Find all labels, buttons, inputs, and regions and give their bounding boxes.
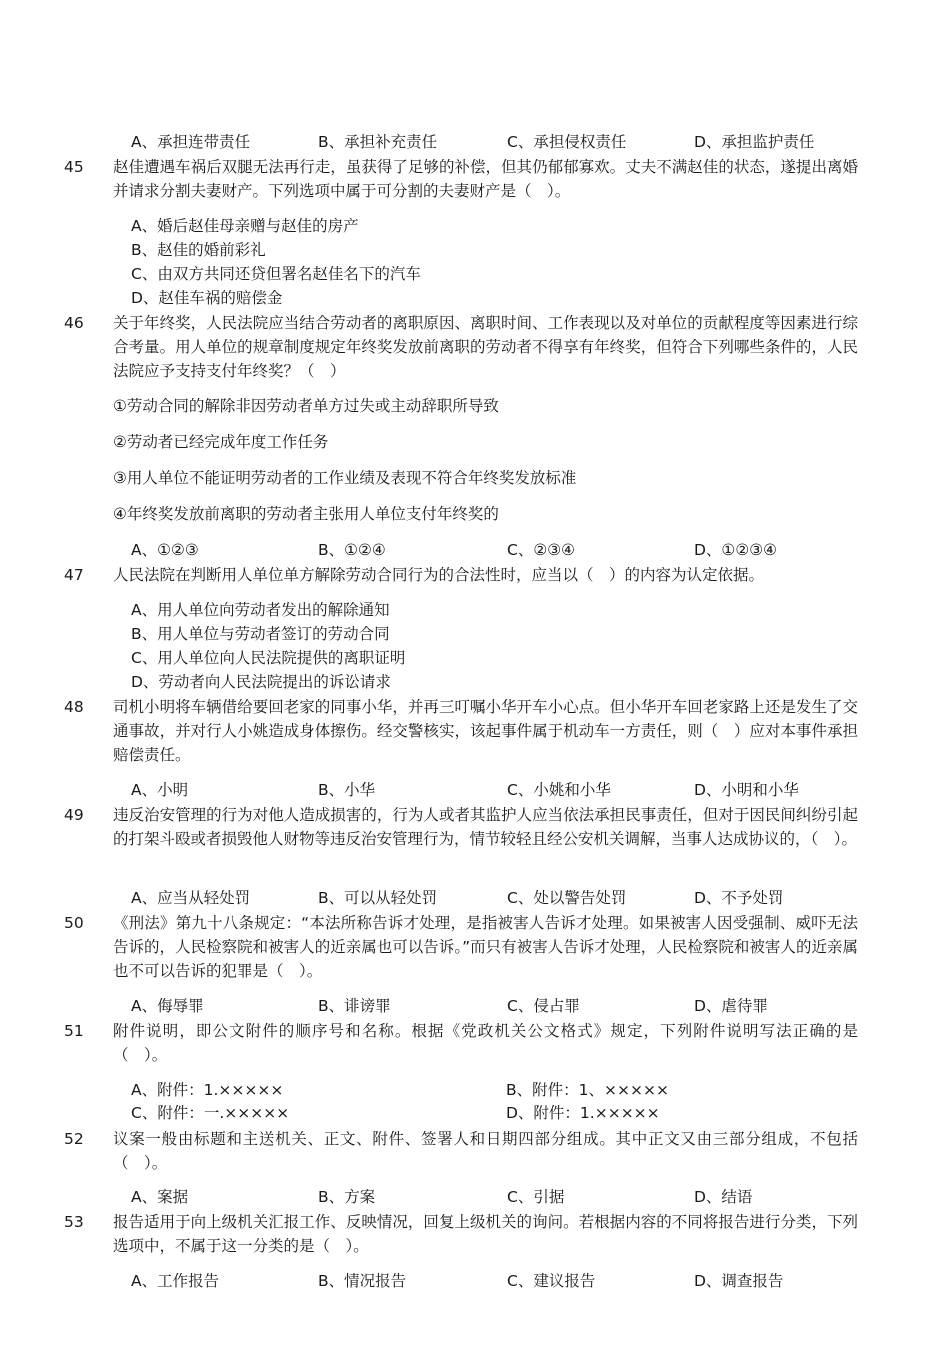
condition-item: ④年终奖发放前离职的劳动者主张用人单位支付年终奖的 xyxy=(113,505,499,523)
option-b: B、用人单位与劳动者签订的劳动合同 xyxy=(131,625,390,643)
condition-item: ③用人单位不能证明劳动者的工作业绩及表现不符合年终奖发放标准 xyxy=(113,469,577,487)
option-b: B、方案 xyxy=(318,1188,376,1206)
option-d: D、小明和小华 xyxy=(694,781,799,799)
option-d: D、承担监护责任 xyxy=(694,133,815,151)
option-b: B、情况报告 xyxy=(318,1272,407,1290)
question-text: 报告适用于向上级机关汇报工作、反映情况，回复上级机关的询问。若根据内容的不同将报告进行分类，下列选项中，不属于这一分类的是（ ）。 xyxy=(113,1213,858,1255)
option-a: A、婚后赵佳母亲赠与赵佳的房产 xyxy=(131,217,359,235)
option-a: A、用人单位向劳动者发出的解除通知 xyxy=(131,601,390,619)
option-d: D、附件：1.××××× xyxy=(506,1104,660,1122)
condition-item: ②劳动者已经完成年度工作任务 xyxy=(113,433,329,451)
option-b: B、承担补充责任 xyxy=(318,133,438,151)
option-c: C、建议报告 xyxy=(507,1272,596,1290)
option-a: A、工作报告 xyxy=(131,1272,220,1290)
option-d: D、调查报告 xyxy=(694,1272,784,1290)
option-b: B、附件：1、××××× xyxy=(506,1081,669,1099)
option-d: D、结语 xyxy=(694,1188,753,1206)
option-d: D、虐待罪 xyxy=(694,997,768,1015)
option-c: C、小姚和小华 xyxy=(507,781,611,799)
option-b: B、①②④ xyxy=(318,541,386,559)
option-b: B、可以从轻处罚 xyxy=(318,889,438,907)
question-number: 49 xyxy=(64,806,84,824)
question-text: 司机小明将车辆借给要回老家的同事小华，并再三叮嘱小华开车小心点。但小华开车回老家路上还是发生了交通事故，并对行人小姚造成身体擦伤。经交警核实，该起事件属于机动车一方责任，则（ ）应对本事件承担赔偿责任。 xyxy=(113,698,858,764)
option-a: A、应当从轻处罚 xyxy=(131,889,251,907)
question-text: 关于年终奖，人民法院应当结合劳动者的离职原因、离职时间、工作表现以及对单位的贡献程度等因素进行综合考量。用人单位的规章制度规定年终奖发放前离职的劳动者不得享有年终奖，但符合下列哪些条件的，人民法院应予支持支付年终奖？（ ） xyxy=(113,314,858,380)
question-number: 47 xyxy=(64,566,84,584)
question-text: 人民法院在判断用人单位单方解除劳动合同行为的合法性时，应当以（ ）的内容为认定依据。 xyxy=(113,566,765,584)
option-c: C、附件：一.××××× xyxy=(131,1104,290,1122)
question-number: 48 xyxy=(64,698,84,716)
question-number: 51 xyxy=(64,1022,84,1040)
question-text: 《刑法》第九十八条规定：“本法所称告诉才处理，是指被害人告诉才处理。如果被害人因受强制、威吓无法告诉的，人民检察院和被害人的近亲属也可以告诉。”而只有被害人告诉才处理，人民检察院和被害人的近亲属也不可以告诉的犯罪是（ ）。 xyxy=(113,914,858,980)
question-text: 议案一般由标题和主送机关、正文、附件、签署人和日期四部分组成。其中正文又由三部分组成，不包括（ ）。 xyxy=(113,1130,858,1172)
option-d: D、①②③④ xyxy=(694,541,778,559)
question-text: 赵佳遭遇车祸后双腿无法再行走，虽获得了足够的补偿，但其仍郁郁寡欢。丈夫不满赵佳的状态，遂提出离婚并请求分割夫妻财产。下列选项中属于可分割的夫妻财产是（ ）。 xyxy=(113,158,858,200)
option-a: A、①②③ xyxy=(131,541,199,559)
option-b: B、赵佳的婚前彩礼 xyxy=(131,241,266,259)
option-a: A、承担连带责任 xyxy=(131,133,251,151)
option-a: A、侮辱罪 xyxy=(131,997,204,1015)
condition-item: ①劳动合同的解除非因劳动者单方过失或主动辞职所导致 xyxy=(113,397,499,415)
option-b: B、诽谤罪 xyxy=(318,997,391,1015)
option-a: A、小明 xyxy=(131,781,189,799)
option-d: D、劳动者向人民法院提出的诉讼请求 xyxy=(131,673,391,691)
option-c: C、用人单位向人民法院提供的离职证明 xyxy=(131,649,406,667)
option-c: C、②③④ xyxy=(507,541,576,559)
option-c: C、侵占罪 xyxy=(507,997,580,1015)
option-c: C、处以警告处罚 xyxy=(507,889,627,907)
question-number: 50 xyxy=(64,914,84,932)
question-number: 45 xyxy=(64,158,84,176)
question-number: 46 xyxy=(64,314,84,332)
option-c: C、引据 xyxy=(507,1188,565,1206)
option-c: C、承担侵权责任 xyxy=(507,133,627,151)
question-text: 附件说明，即公文附件的顺序号和名称。根据《党政机关公文格式》规定，下列附件说明写法正确的是（ ）。 xyxy=(113,1022,858,1064)
option-b: B、小华 xyxy=(318,781,376,799)
option-c: C、由双方共同还贷但署名赵佳名下的汽车 xyxy=(131,265,421,283)
option-d: D、不予处罚 xyxy=(694,889,784,907)
question-text: 违反治安管理的行为对他人造成损害的，行为人或者其监护人应当依法承担民事责任，但对于因民间纠纷引起的打架斗殴或者损毁他人财物等违反治安管理行为，情节较轻且经公安机关调解，当事人达成协议的，（ ）。 xyxy=(113,806,858,848)
question-number: 53 xyxy=(64,1213,84,1231)
option-a: A、案据 xyxy=(131,1188,189,1206)
option-a: A、附件：1.××××× xyxy=(131,1081,284,1099)
option-d: D、赵佳车祸的赔偿金 xyxy=(131,289,283,307)
question-number: 52 xyxy=(64,1130,84,1148)
